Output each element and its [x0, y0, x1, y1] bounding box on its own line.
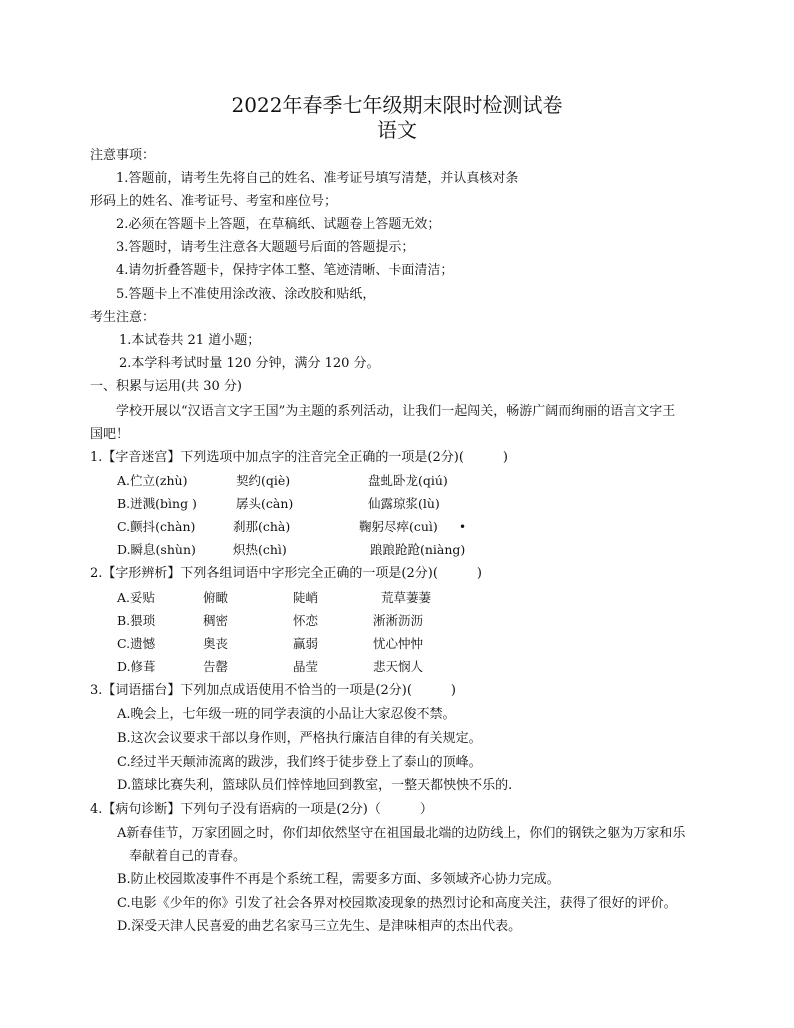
q1-option: 鞠躬尽瘁(cuì) [359, 519, 438, 534]
q2-option: A.妥贴 [117, 590, 156, 605]
notice-item: 4.请勿折叠答题卡，保持字体工整、笔迹清晰、卡面清洁； [116, 263, 454, 278]
q1-option: 炽热(chì) [233, 542, 287, 557]
notice-item: 形码上的姓名、准考证号、考室和座位号； [90, 194, 338, 209]
candidate-heading: 考生注意： [90, 310, 156, 325]
q2-option: 赢弱 [293, 636, 319, 651]
q1-option: 盘虬卧龙(qiú) [368, 473, 448, 488]
emphasis-dot: • [459, 520, 467, 534]
question-4-stem: 4.【病句诊断】下列句子没有语病的一项是(2分)（ ） [90, 802, 433, 817]
q2-option: 俯瞰 [203, 590, 229, 605]
question-1-stem: 1.【字音迷宫】下列选项中加点字的注音完全正确的一项是(2分)( ) [90, 450, 508, 465]
q2-option: 悲天悯人 [373, 659, 424, 674]
q2-option: B.猥琐 [117, 613, 156, 628]
q1-option: C.颤抖(chàn) [117, 519, 196, 534]
q4-option: B.防止校园欺凌事件不再是个系统工程，需要多方面、多领域齐心协力完成。 [117, 872, 560, 887]
section-intro: 学校开展以“汉语言文字王国”为主题的系列活动，让我们一起闯关，畅游广阔而绚丽的语言文字王 [116, 404, 676, 419]
notice-item: 3.答题时，请考生注意各大题题号后面的答题提示； [116, 240, 415, 255]
q1-option: 踉踉跄跄(niàng) [370, 542, 466, 557]
q2-option: 陡峭 [293, 590, 319, 605]
q2-option: 告罄 [203, 659, 229, 674]
notice-item: 1.答题前，请考生先将自己的姓名、准考证号填写清楚，并认真核对条 [116, 171, 519, 186]
notice-item: 5.答题卡上不准使用涂改液、涂改胶和贴纸， [116, 287, 376, 302]
q1-option: A.伫立(zhù) [117, 473, 188, 488]
section-heading: 一、积累与运用(共 30 分) [90, 379, 242, 394]
q1-option: 仙露琼浆(lù) [368, 496, 440, 511]
q2-option: 晶莹 [293, 659, 319, 674]
q2-option: C.遗憾 [117, 636, 156, 651]
question-2-stem: 2.【字形辨析】下列各组词语中字形完全正确的一项是(2分)( ) [90, 566, 482, 581]
q1-option: 刹那(chà) [233, 519, 291, 534]
notice-item: 2.必须在答题卡上答题，在草稿纸、试题卷上答题无效； [116, 217, 441, 232]
q2-option: 怀恋 [293, 613, 319, 628]
question-3-stem: 3.【词语擂台】下列加点成语使用不恰当的一项是(2分)( ) [90, 683, 456, 698]
candidate-item: 1.本试卷共 21 道小题； [119, 333, 261, 348]
q4-option: D.深受天津人民喜爱的曲艺名家马三立先生、是津味相声的杰出代表。 [117, 919, 522, 934]
q2-option: 荒草萋萋 [381, 590, 432, 605]
q2-option: 奥丧 [203, 636, 229, 651]
exam-title: 2022年春季七年级期末限时检测试卷 [231, 93, 563, 117]
q2-option: D.修葺 [117, 659, 156, 674]
q4-option: 奉献着自己的青春。 [129, 849, 247, 864]
exam-subject: 语文 [377, 118, 417, 142]
q3-option: D.篮球比赛失利，篮球队员们悻悻地回到教室，一整天都怏怏不乐的. [117, 778, 513, 793]
q2-option: 淅淅沥沥 [373, 613, 424, 628]
candidate-item: 2.本学科考试时量 120 分钟，满分 120 分。 [119, 356, 380, 371]
q4-option: A新春佳节，万家团圆之时，你们却依然坚守在祖国最北端的边防线上，你们的钢铁之躯为万家和乐 [117, 826, 686, 841]
q4-option: C.电影《少年的你》引发了社会各界对校园欺凌现象的热烈讨论和高度关注，获得了很好的评价。 [117, 896, 677, 911]
q3-option: A.晚会上，七年级一班的同学表演的小品让大家忍俊不禁。 [117, 707, 456, 722]
section-intro: 国吧！ [90, 427, 130, 442]
q1-option: 契约(qiè) [236, 473, 291, 488]
notice-heading: 注意事项： [90, 148, 156, 163]
q1-option: D.瞬息(shùn) [117, 542, 196, 557]
q3-option: B.这次会议要求干部以身作则，严格执行廉洁自律的有关规定。 [117, 731, 482, 746]
q2-option: 忧心忡忡 [373, 636, 424, 651]
q1-option: 孱头(càn) [236, 496, 294, 511]
q3-option: C.经过半天颠沛流离的跋涉，我们终于徒步登上了泰山的顶峰。 [117, 755, 482, 770]
q1-option: B.迸溅(bìng ) [117, 496, 197, 511]
q2-option: 稠密 [203, 613, 229, 628]
